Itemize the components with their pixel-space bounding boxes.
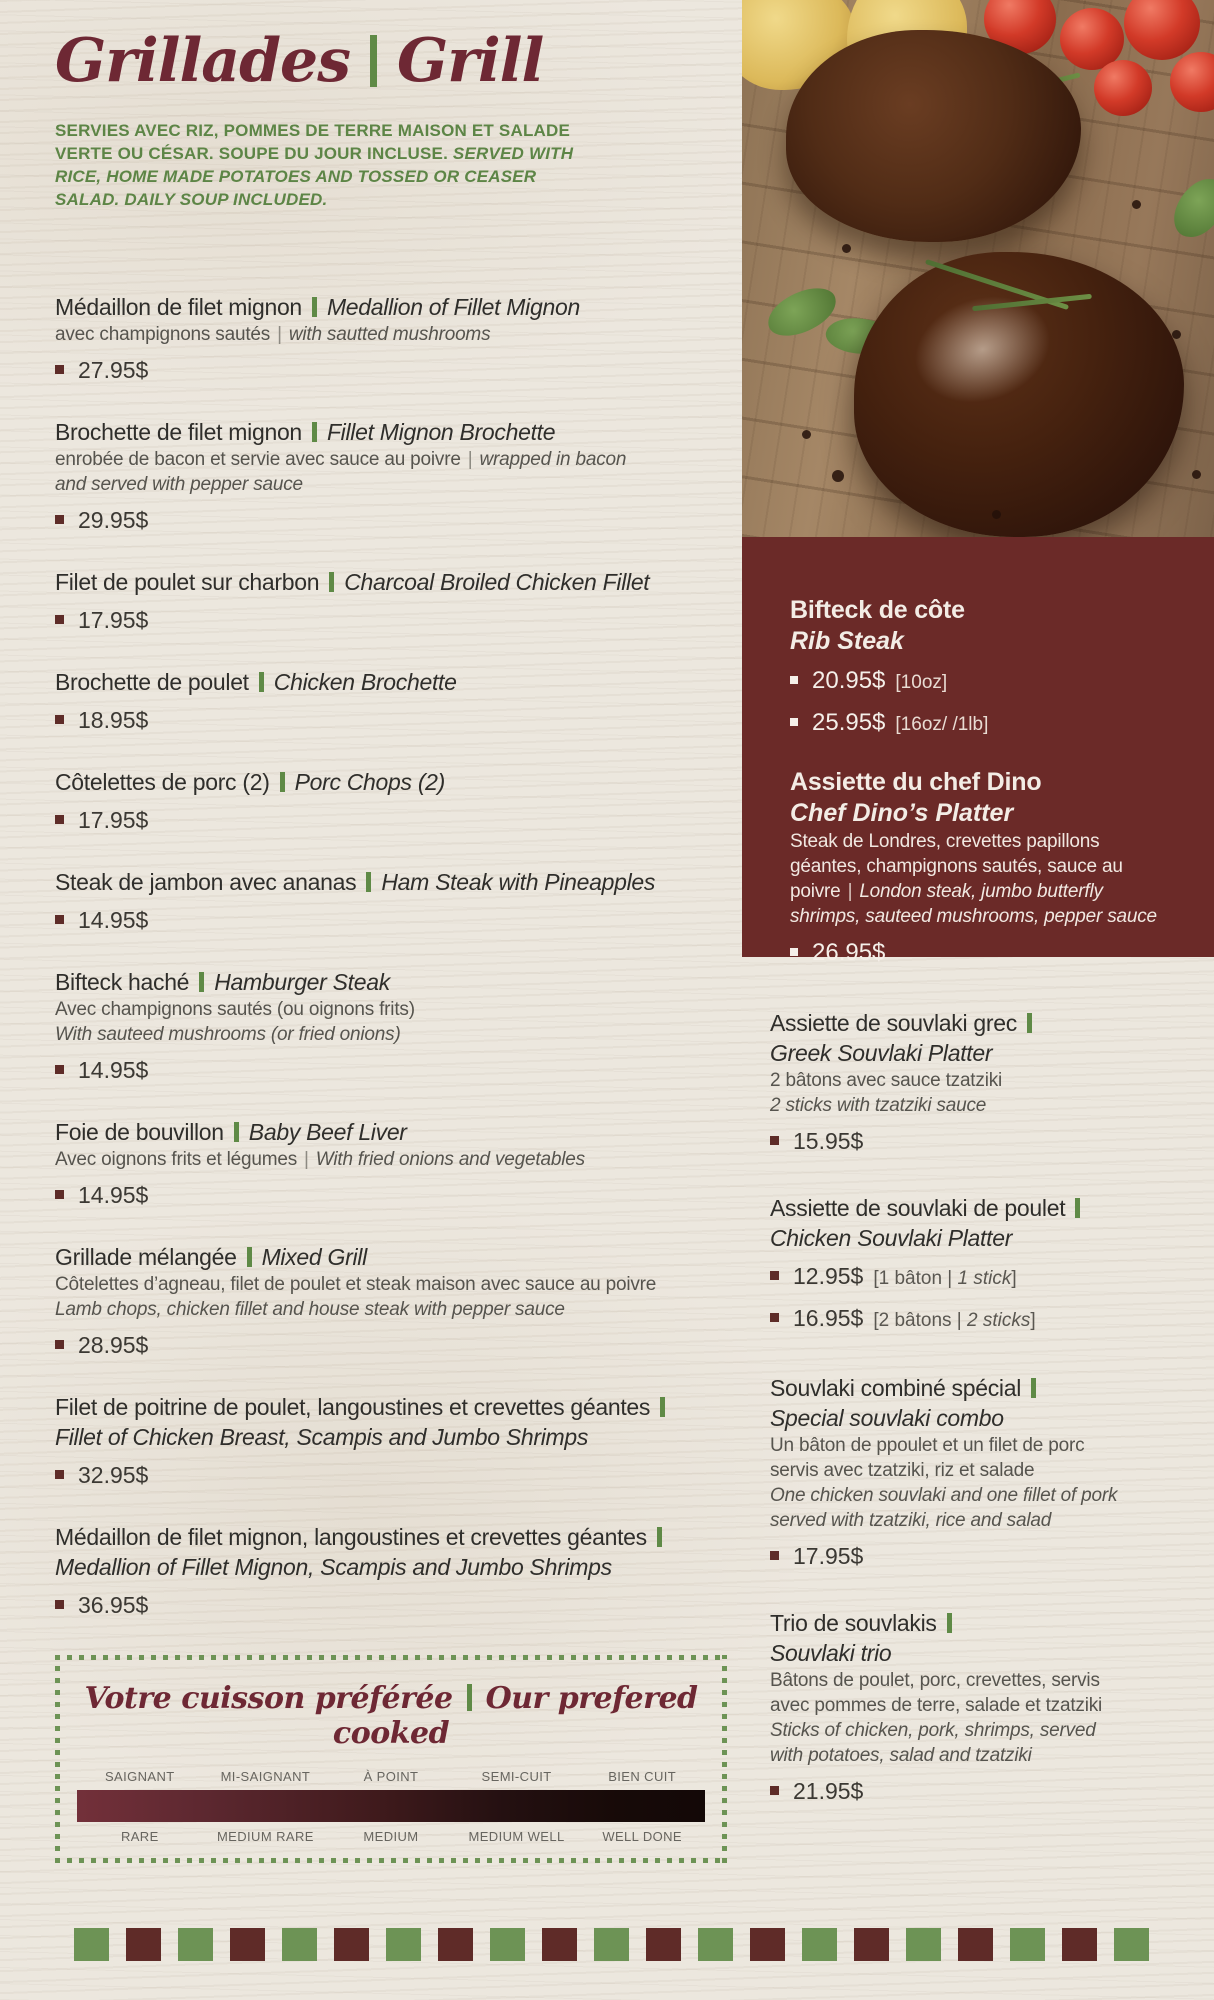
peppercorn — [832, 470, 844, 482]
price-value: 32.95$ — [78, 1462, 149, 1488]
green-divider-bar — [1031, 1378, 1036, 1398]
item-title-en: Medallion of Fillet Mignon — [326, 294, 580, 320]
green-divider-bar — [1027, 1013, 1032, 1033]
text-separator: | — [942, 1268, 958, 1289]
peppercorn — [802, 430, 811, 439]
item-desc-line — [55, 1022, 740, 1047]
price-value: 14.95$ — [78, 1182, 149, 1208]
salad-leaf — [1167, 170, 1214, 246]
green-square — [386, 1928, 421, 1961]
item-title-fr: Filet de poitrine de poulet, langoustines et crevettes géantes — [55, 1394, 651, 1420]
doneness-gradient-bar — [77, 1790, 705, 1822]
item-desc-en: Lamb chops, chicken fillet and house steak with pepper sauce — [55, 1299, 565, 1320]
item-title-en: Fillet Mignon Brochette — [326, 419, 556, 445]
page-title-en: Grill — [397, 26, 544, 96]
item-heading — [55, 767, 740, 797]
item-desc-line — [770, 1508, 1200, 1533]
item-desc-fr: poivre — [790, 881, 841, 902]
item-heading — [770, 1008, 1200, 1068]
price-value: 17.95$ — [793, 1543, 864, 1569]
price-bullet — [770, 1551, 779, 1560]
maroon-square — [854, 1928, 889, 1961]
text-separator: | — [277, 324, 282, 345]
price-line — [770, 1125, 1200, 1157]
green-divider-bar — [280, 772, 285, 792]
item-desc-en: With fried onions and vegetables — [315, 1149, 585, 1170]
item-title-en: Souvlaki trio — [770, 1640, 892, 1666]
item-title-en: Charcoal Broiled Chicken Fillet — [344, 569, 650, 595]
price-value: 36.95$ — [78, 1592, 149, 1618]
item-heading — [55, 1117, 740, 1147]
item-heading — [770, 1193, 1200, 1253]
item-desc-fr: Côtelettes d’agneau, filet de poulet et steak maison avec sauce au poivre — [55, 1274, 657, 1295]
price-bullet — [55, 615, 64, 624]
item-desc-en: wrapped in bacon — [479, 449, 627, 470]
item-desc-en: With sauteed mushrooms (or fried onions) — [55, 1024, 401, 1045]
item-title-fr: Grillade mélangée — [55, 1244, 237, 1270]
price-value: 14.95$ — [78, 1057, 149, 1083]
menu-subtitle-fr: SERVIES AVEC RIZ, POMMES DE TERRE MAISON ET SALADE VERTE OU CÉSAR. SOUPE DU JOUR INCLUSE. — [55, 121, 571, 163]
price-bullet — [55, 1065, 64, 1074]
doneness-label-en: MEDIUM WELL — [468, 1829, 565, 1844]
cooking-title-fr: Votre cuisson préférée — [84, 1681, 453, 1716]
green-square — [594, 1928, 629, 1961]
price-bullet — [790, 676, 798, 684]
price-bullet — [55, 715, 64, 724]
item-desc-line — [790, 854, 1178, 879]
item-title-fr: Trio de souvlakis — [770, 1610, 937, 1636]
item-desc-line — [770, 1668, 1200, 1693]
item-title-fr: Médaillon de filet mignon, langoustines et crevettes géantes — [55, 1524, 647, 1550]
price-line — [770, 1302, 1200, 1337]
menu-item — [55, 417, 740, 536]
doneness-label-en: MEDIUM RARE — [216, 1829, 314, 1844]
peppercorn — [1132, 200, 1141, 209]
item-desc-line — [790, 879, 1178, 904]
doneness-label-fr: À POINT — [363, 1769, 419, 1784]
item-heading — [55, 667, 740, 697]
price-line — [790, 707, 1178, 741]
item-desc-line — [55, 1272, 740, 1297]
doneness-label-fr: MI-SAIGNANT — [220, 1769, 311, 1784]
item-desc-fr: Bâtons de poulet, porc, crevettes, servis — [770, 1670, 1100, 1691]
item-title-en: Medallion of Fillet Mignon, Scampis and Jumbo Shrimps — [55, 1554, 612, 1580]
price-bullet — [770, 1136, 779, 1145]
cherry-tomato — [1094, 60, 1152, 116]
price-bullet — [55, 1600, 64, 1609]
item-desc-line — [55, 1147, 740, 1172]
green-square — [1010, 1928, 1045, 1961]
item-desc-line — [770, 1718, 1200, 1743]
item-title-fr: Brochette de poulet — [55, 669, 249, 695]
price-value: 16.95$ — [793, 1305, 864, 1331]
green-divider-bar — [312, 422, 317, 442]
doneness-labels-english — [77, 1829, 705, 1844]
price-value: 27.95$ — [78, 357, 149, 383]
price-bullet — [55, 365, 64, 374]
item-title-en: Mixed Grill — [261, 1244, 367, 1270]
maroon-square — [750, 1928, 785, 1961]
item-title-fr: Brochette de filet mignon — [55, 419, 302, 445]
item-title-fr: Assiette du chef Dino — [790, 768, 1042, 796]
item-heading — [55, 417, 740, 447]
cooking-preference-box — [55, 1655, 727, 1863]
green-square — [1114, 1928, 1149, 1961]
item-heading — [770, 1608, 1200, 1668]
price-value: 17.95$ — [78, 607, 149, 633]
doneness-label-fr: BIEN CUIT — [608, 1769, 677, 1784]
item-desc-line — [55, 322, 740, 347]
cooking-title-divider-bar — [467, 1684, 472, 1711]
doneness-label-fr: SEMI-CUIT — [481, 1769, 552, 1784]
item-desc-fr: servis avec tzatziki, riz et salade — [770, 1460, 1035, 1481]
cherry-tomato — [1170, 52, 1214, 112]
item-desc-en: Sticks of chicken, pork, shrimps, served — [770, 1720, 1096, 1741]
doneness-label-fr: SAIGNANT — [104, 1769, 175, 1784]
peppercorn — [992, 510, 1001, 519]
page-title — [55, 26, 715, 96]
price-line — [55, 804, 740, 836]
green-divider-bar — [259, 672, 264, 692]
item-desc-fr: avec pommes de terre, salade et tzatziki — [770, 1695, 1103, 1716]
doneness-scale — [77, 1769, 705, 1844]
item-desc-fr: Avec oignons frits et légumes — [55, 1149, 298, 1170]
item-title-fr: Souvlaki combiné spécial — [770, 1375, 1022, 1401]
green-square — [906, 1928, 941, 1961]
text-separator: | — [847, 881, 853, 902]
item-title-fr: Assiette de souvlaki de poulet — [770, 1195, 1066, 1221]
maroon-square — [334, 1928, 369, 1961]
maroon-square — [1062, 1928, 1097, 1961]
item-title-en: Rib Steak — [790, 627, 904, 655]
price-bullet — [790, 718, 798, 726]
item-title-en: Special souvlaki combo — [770, 1405, 1004, 1431]
price-value: 18.95$ — [78, 707, 149, 733]
price-value: 14.95$ — [78, 907, 149, 933]
item-desc-en: 2 sticks with tzatziki sauce — [770, 1095, 987, 1116]
price-line — [55, 1589, 740, 1621]
item-desc-en: One chicken souvlaki and one fillet of pork — [770, 1485, 1118, 1506]
price-line — [55, 1459, 740, 1491]
green-divider-bar — [660, 1397, 665, 1417]
green-divider-bar — [199, 972, 204, 992]
green-square — [802, 1928, 837, 1961]
item-desc-line — [55, 1297, 740, 1322]
item-title-fr: Steak de jambon avec ananas — [55, 869, 357, 895]
price-note: [10oz] — [895, 672, 948, 693]
green-divider-bar — [657, 1527, 662, 1547]
green-square — [178, 1928, 213, 1961]
peppercorn — [842, 244, 851, 253]
green-square — [282, 1928, 317, 1961]
item-desc-en: with sautted mushrooms — [288, 324, 491, 345]
item-title-fr: Assiette de souvlaki grec — [770, 1010, 1017, 1036]
menu-item — [55, 1117, 740, 1211]
footer-ornament — [74, 1928, 1149, 1961]
price-value: 12.95$ — [793, 1263, 864, 1289]
menu-item — [55, 767, 740, 836]
price-value: 26.95$ — [812, 939, 886, 966]
menu-item — [55, 292, 740, 386]
price-note: [1 bâton | 1 stick] — [873, 1268, 1017, 1289]
right-menu-column — [770, 1008, 1200, 1843]
item-title-en: Chef Dino’s Platter — [790, 799, 1014, 827]
item-desc-fr: Un bâton de ppoulet et un filet de porc — [770, 1435, 1085, 1456]
green-square — [490, 1928, 525, 1961]
item-desc-en: shrimps, sauteed mushrooms, pepper sauce — [790, 906, 1157, 927]
green-square — [74, 1928, 109, 1961]
item-desc-line — [770, 1093, 1200, 1118]
item-heading — [55, 1242, 740, 1272]
price-line — [55, 704, 740, 736]
price-line — [790, 937, 1178, 969]
green-divider-bar — [1075, 1198, 1080, 1218]
green-divider-bar — [366, 872, 371, 892]
item-desc-fr: Avec champignons sautés (ou oignons frits) — [55, 999, 415, 1020]
price-bullet — [55, 515, 64, 524]
price-bullet — [770, 1271, 779, 1280]
item-title-fr: Bifteck de côte — [790, 596, 965, 624]
price-line — [55, 1054, 740, 1086]
menu-item — [790, 767, 1178, 969]
price-line — [790, 665, 1178, 699]
item-desc-line — [770, 1433, 1200, 1458]
item-title-fr: Médaillon de filet mignon — [55, 294, 302, 320]
item-desc-fr: avec champignons sautés — [55, 324, 271, 345]
peppercorn — [1172, 330, 1181, 339]
maroon-square — [438, 1928, 473, 1961]
item-title-en: Porc Chops (2) — [294, 769, 446, 795]
item-desc-line — [770, 1068, 1200, 1093]
text-separator: | — [467, 449, 473, 470]
price-value: 28.95$ — [78, 1332, 149, 1358]
price-note-en: 1 stick — [957, 1268, 1012, 1289]
item-title-fr: Foie de bouvillon — [55, 1119, 224, 1145]
item-desc-fr: 2 bâtons avec sauce tzatziki — [770, 1070, 1003, 1091]
text-separator: | — [304, 1149, 309, 1170]
item-desc-en: and served with pepper sauce — [55, 474, 303, 495]
grilled-steak-front — [854, 252, 1184, 537]
item-desc-en: London steak, jumbo butterfly — [859, 881, 1103, 902]
item-desc-en: served with tzatziki, rice and salad — [770, 1510, 1052, 1531]
page-title-fr: Grillades — [55, 26, 351, 96]
price-value: 21.95$ — [793, 1778, 864, 1804]
item-desc-line — [55, 997, 740, 1022]
menu-item — [770, 1008, 1200, 1157]
price-value: 29.95$ — [78, 507, 149, 533]
price-note-en: 2 sticks — [967, 1310, 1031, 1331]
price-value: 25.95$ — [812, 709, 886, 736]
peppercorn — [1192, 470, 1201, 479]
price-bullet — [55, 1470, 64, 1479]
menu-item — [55, 667, 740, 736]
item-desc-line — [790, 904, 1178, 929]
menu-item — [790, 595, 1178, 741]
menu-subtitle — [55, 119, 595, 211]
title-divider-bar — [370, 35, 377, 87]
menu-item — [55, 867, 740, 936]
price-value: 20.95$ — [812, 667, 886, 694]
menu-item — [55, 1522, 740, 1621]
item-desc-line — [55, 472, 740, 497]
item-title-en: Ham Steak with Pineapples — [381, 869, 656, 895]
maroon-square — [126, 1928, 161, 1961]
grilled-steak-back — [786, 30, 1081, 242]
item-desc-line — [790, 829, 1178, 854]
item-title-en: Chicken Brochette — [273, 669, 457, 695]
item-desc-line — [55, 447, 740, 472]
price-line — [770, 1775, 1200, 1807]
item-heading — [55, 292, 740, 322]
menu-item — [55, 567, 740, 636]
header — [55, 26, 715, 211]
item-desc-en: with potatoes, salad and tzatziki — [770, 1745, 1032, 1766]
item-title-en: Greek Souvlaki Platter — [770, 1040, 993, 1066]
item-heading — [770, 1373, 1200, 1433]
item-desc-fr: enrobée de bacon et servie avec sauce au poivre — [55, 449, 461, 470]
item-title-en: Hamburger Steak — [214, 969, 390, 995]
item-heading — [55, 867, 740, 897]
doneness-label-en: RARE — [120, 1829, 159, 1844]
price-bullet — [790, 948, 798, 956]
item-title-en: Fillet of Chicken Breast, Scampis and Jumbo Shrimps — [55, 1424, 589, 1450]
item-title-fr: Bifteck haché — [55, 969, 190, 995]
green-divider-bar — [234, 1122, 239, 1142]
menu-item — [770, 1373, 1200, 1572]
price-line — [55, 1329, 740, 1361]
menu-item — [770, 1608, 1200, 1807]
green-square — [698, 1928, 733, 1961]
maroon-square — [958, 1928, 993, 1961]
featured-panel — [742, 537, 1214, 966]
doneness-labels-french — [77, 1769, 705, 1784]
menu-item — [770, 1193, 1200, 1337]
cooking-title-en: Our prefered cooked — [332, 1681, 698, 1751]
price-line — [55, 604, 740, 636]
price-line — [770, 1540, 1200, 1572]
green-divider-bar — [247, 1247, 252, 1267]
doneness-label-en: MEDIUM — [363, 1829, 419, 1844]
price-value: 15.95$ — [793, 1128, 864, 1154]
left-menu-column — [55, 292, 740, 1652]
price-line — [770, 1260, 1200, 1295]
maroon-square — [542, 1928, 577, 1961]
menu-item — [55, 967, 740, 1086]
item-desc-line — [770, 1693, 1200, 1718]
item-heading — [55, 1522, 740, 1582]
price-bullet — [770, 1313, 779, 1322]
price-line — [55, 354, 740, 386]
menu-item — [55, 1392, 740, 1491]
price-line — [55, 1179, 740, 1211]
item-title-fr: Côtelettes de porc (2) — [55, 769, 270, 795]
price-bullet — [55, 1190, 64, 1199]
green-divider-bar — [329, 572, 334, 592]
text-separator: | — [951, 1310, 968, 1331]
green-divider-bar — [312, 297, 317, 317]
item-title-en: Chicken Souvlaki Platter — [770, 1225, 1013, 1251]
item-desc-line — [770, 1458, 1200, 1483]
price-note: [16oz/ /1lb] — [895, 714, 989, 735]
green-divider-bar — [947, 1613, 952, 1633]
item-title-en: Baby Beef Liver — [248, 1119, 407, 1145]
item-heading — [55, 567, 740, 597]
cooking-preference-title — [77, 1681, 705, 1751]
item-desc-line — [770, 1483, 1200, 1508]
price-line — [55, 904, 740, 936]
menu-item — [55, 1242, 740, 1361]
steak-photo — [742, 0, 1214, 537]
price-bullet — [55, 915, 64, 924]
item-desc-fr: Steak de Londres, crevettes papillons — [790, 831, 1100, 852]
item-desc-fr: géantes, champignons sautés, sauce au — [790, 856, 1123, 877]
item-title-fr: Filet de poulet sur charbon — [55, 569, 320, 595]
price-value: 17.95$ — [78, 807, 149, 833]
maroon-square — [646, 1928, 681, 1961]
price-bullet — [770, 1786, 779, 1795]
maroon-square — [230, 1928, 265, 1961]
price-note: [2 bâtons | 2 sticks] — [873, 1310, 1036, 1331]
price-line — [55, 504, 740, 536]
doneness-label-en: WELL DONE — [602, 1829, 683, 1844]
item-heading — [55, 967, 740, 997]
price-bullet — [55, 1340, 64, 1349]
item-heading — [55, 1392, 740, 1452]
price-bullet — [55, 815, 64, 824]
menu-subtitle-en: SERVED WITH RICE, HOME MADE POTATOES AND TOSSED OR CEASER SALAD. DAILY SOUP INCLUDED. — [55, 144, 574, 209]
item-desc-line — [770, 1743, 1200, 1768]
cherry-tomato — [1124, 0, 1200, 60]
